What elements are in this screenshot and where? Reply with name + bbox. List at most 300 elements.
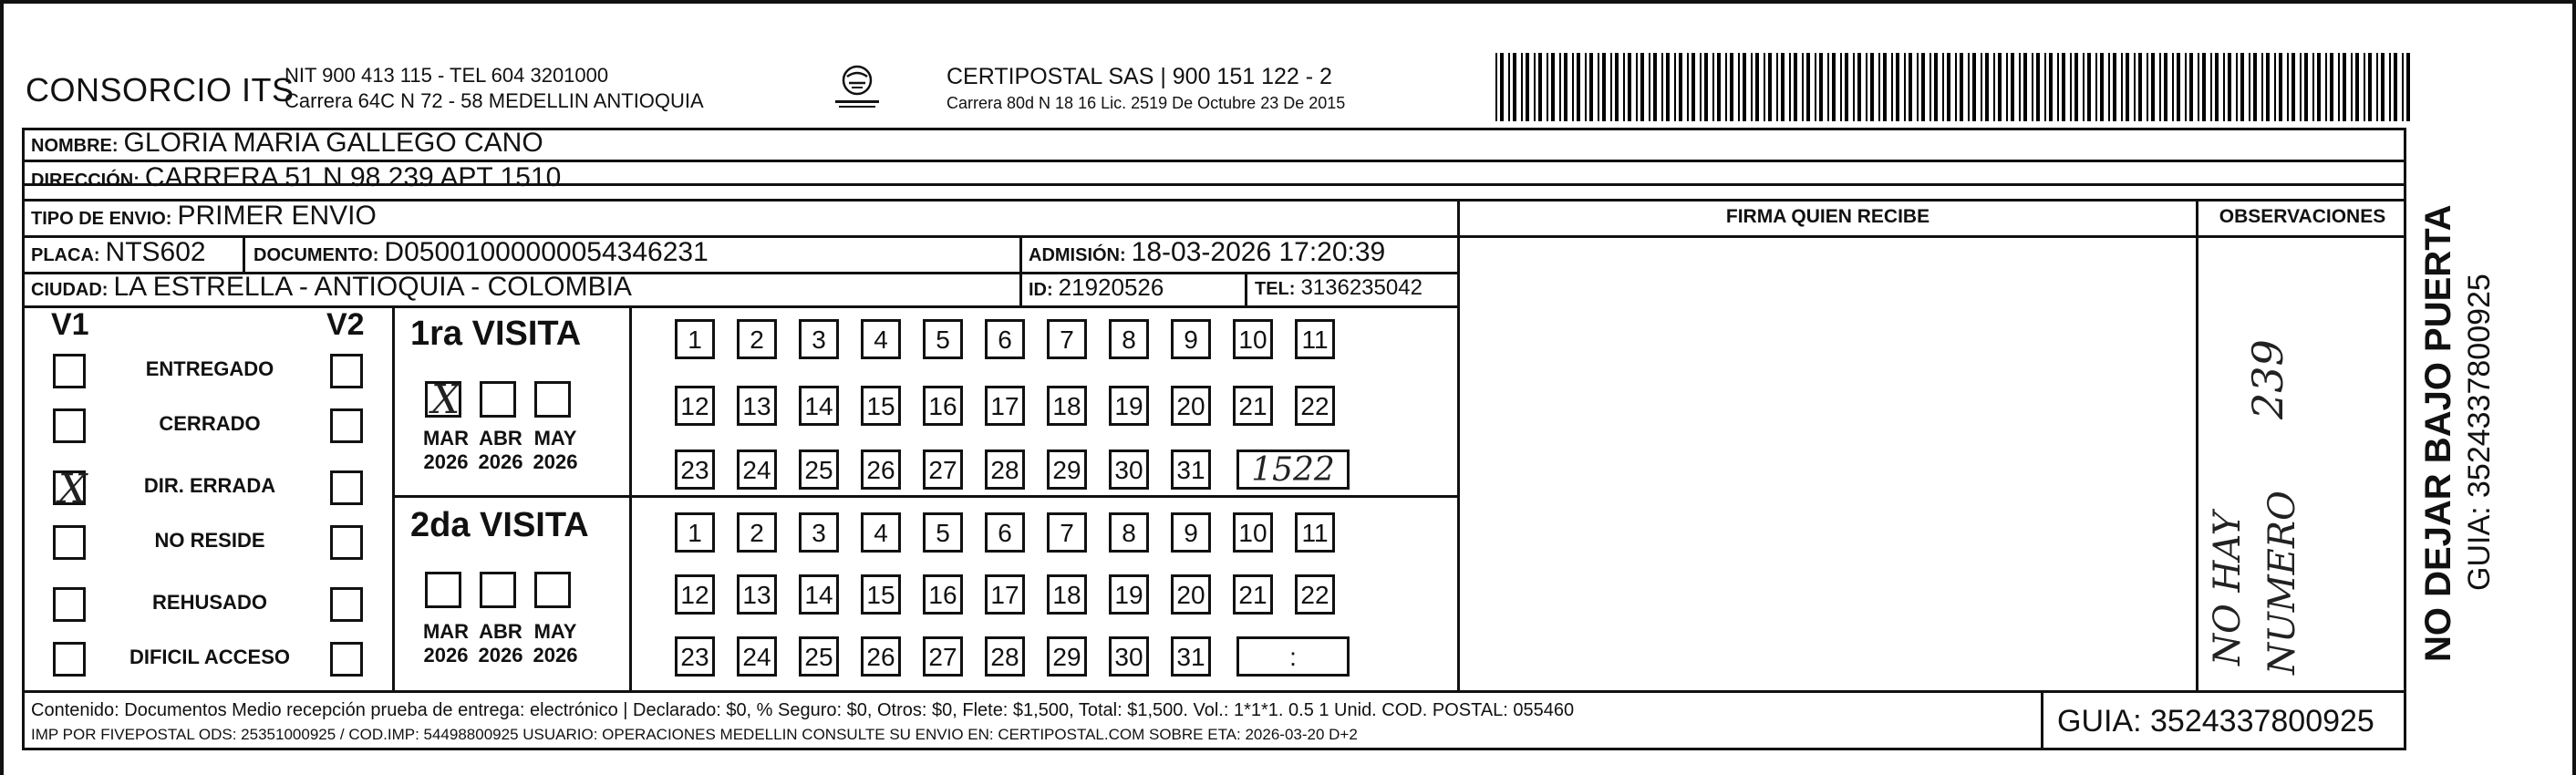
barcode-bar <box>2108 53 2110 121</box>
barcode-bar <box>1802 53 1804 121</box>
barcode-bar <box>1687 53 1689 121</box>
barcode-bar <box>2023 53 2027 121</box>
status-v1-checkbox[interactable] <box>53 408 86 443</box>
barcode-bar <box>2355 53 2359 121</box>
day-box[interactable]: 17 <box>985 386 1025 426</box>
barcode-bar <box>2177 53 2180 121</box>
barcode-bar <box>1789 53 1791 121</box>
day-box[interactable]: 31 <box>1171 450 1211 490</box>
barcode-bar <box>2261 53 2263 121</box>
barcode-bar <box>1942 53 1944 121</box>
id-label: ID: <box>1029 280 1053 300</box>
status-v2-checkbox[interactable] <box>330 642 363 677</box>
day-box[interactable]: 14 <box>799 574 839 615</box>
barcode-bar <box>1993 53 1995 121</box>
barcode-icon <box>1495 53 2412 121</box>
barcode-bar <box>1840 53 1842 121</box>
status-v2-checkbox[interactable] <box>330 525 363 560</box>
status-label: CERRADO <box>159 412 261 435</box>
footer-line-2: IMP POR FIVEPOSTAL ODS: 25351000925 / COD.IMP: 54498800925 USUARIO: OPERACIONES MEDELLIN CONSULTE SU ENVIO EN: CERTIPOSTAL.COM SOBRE ETA: 2026-03-20 D+2 <box>31 726 1358 743</box>
day-box[interactable]: 6 <box>985 319 1025 359</box>
barcode-bar <box>2044 53 2046 121</box>
barcode-bar <box>2159 53 2161 121</box>
barcode-bar <box>2100 53 2104 121</box>
barcode-bar <box>2032 53 2033 121</box>
barcode-bar <box>1870 53 1874 121</box>
barcode-bar <box>2147 53 2148 121</box>
top-edge <box>0 0 2576 4</box>
day-box[interactable]: 2 <box>737 319 777 359</box>
month-label: MAY 2026 <box>533 427 578 473</box>
barcode-bar <box>2304 53 2308 121</box>
direccion-field <box>31 162 561 193</box>
barcode-bar <box>1679 53 1682 121</box>
barcode-bar <box>1730 53 1733 121</box>
day-box[interactable]: 13 <box>737 386 777 426</box>
barcode-bar <box>2083 53 2085 121</box>
day-box[interactable]: 7 <box>1047 512 1087 553</box>
barcode-bar <box>2406 53 2410 121</box>
day-box[interactable]: 10 <box>1233 319 1273 359</box>
day-box[interactable]: 14 <box>799 386 839 426</box>
row-divider <box>22 199 2406 202</box>
month-checkbox[interactable] <box>480 572 516 608</box>
barcode-bar <box>2074 53 2078 121</box>
month-checkbox[interactable] <box>534 572 571 608</box>
barcode-bar <box>1768 53 1772 121</box>
barcode-bar <box>1513 53 1516 121</box>
barcode-bar <box>1998 53 2002 121</box>
admision-value: 18-03-2026 17:20:39 <box>1131 237 1386 267</box>
col-divider <box>2196 199 2198 693</box>
barcode-bar <box>2121 53 2123 121</box>
barcode-bar <box>1904 53 1906 121</box>
col-divider <box>629 305 632 693</box>
barcode-bar <box>1934 53 1938 121</box>
barcode-bar <box>1878 53 1880 121</box>
status-label: REHUSADO <box>152 591 267 614</box>
placa-field <box>31 237 206 268</box>
barcode-bar <box>1909 53 1912 121</box>
barcode-bar <box>2223 53 2225 121</box>
month-label: MAR 2026 <box>422 427 470 473</box>
barcode-bar <box>2274 53 2276 121</box>
day-box[interactable]: 3 <box>799 319 839 359</box>
barcode-bar <box>1700 53 1702 121</box>
barcode-bar <box>1921 53 1925 121</box>
day-box[interactable]: 13 <box>737 574 777 615</box>
day-box[interactable]: 19 <box>1109 386 1149 426</box>
day-box[interactable]: 27 <box>923 636 963 677</box>
barcode-bar <box>1534 53 1536 121</box>
day-box[interactable]: 18 <box>1047 386 1087 426</box>
barcode-bar <box>2253 53 2257 121</box>
obs-handwritten-text-2: NUMERO <box>2261 491 2303 675</box>
barcode-bar <box>1781 53 1785 121</box>
day-box[interactable]: 25 <box>799 636 839 677</box>
barcode-bar <box>1955 53 1957 121</box>
barcode-bar <box>1495 53 1497 121</box>
time-box[interactable]: : <box>1236 636 1350 677</box>
barcode-bar <box>2138 53 2142 121</box>
month-checkbox[interactable] <box>425 377 461 423</box>
placa-label: PLACA: <box>31 245 100 265</box>
barcode-bar <box>2266 53 2270 121</box>
barcode-bar <box>2300 53 2302 121</box>
obs-handwritten-text-1: NO HAY <box>2207 511 2249 666</box>
day-box[interactable]: 23 <box>675 450 715 490</box>
status-label: NO RESIDE <box>154 529 265 552</box>
barcode-bar <box>2376 53 2378 121</box>
barcode-bar <box>2172 53 2174 121</box>
barcode-bar <box>2151 53 2155 121</box>
barcode-bar <box>1526 53 1529 121</box>
address-line: Carrera 64C N 72 - 58 MEDELLIN ANTIOQUIA <box>284 89 704 112</box>
day-box[interactable]: 22 <box>1295 574 1335 615</box>
footer-guia: GUIA: 3524337800925 <box>2057 704 2374 739</box>
status-label: DIFICIL ACCESO <box>129 646 290 668</box>
barcode-bar <box>1815 53 1816 121</box>
day-box[interactable]: 15 <box>861 574 901 615</box>
month-label: ABR 2026 <box>478 427 523 473</box>
barcode-bar <box>2287 53 2289 121</box>
right-edge <box>2572 0 2576 775</box>
tel-label: TEL: <box>1255 279 1296 299</box>
month-checkbox[interactable] <box>534 381 571 418</box>
month-mark: X <box>431 377 460 423</box>
tel-field <box>1255 275 1422 301</box>
barcode-bar <box>2312 53 2314 121</box>
barcode-bar <box>1538 53 1542 121</box>
barcode-bar <box>1827 53 1829 121</box>
barcode-bar <box>1853 53 1855 121</box>
barcode-bar <box>1819 53 1823 121</box>
barcode-bar <box>1960 53 1963 121</box>
barcode-bar <box>2394 53 2397 121</box>
barcode-bar <box>1947 53 1950 121</box>
status-v2-checkbox[interactable] <box>330 354 363 388</box>
day-box[interactable]: 2 <box>737 512 777 553</box>
day-box[interactable]: 24 <box>737 636 777 677</box>
day-box[interactable]: 7 <box>1047 319 1087 359</box>
nombre-field <box>31 128 543 159</box>
tipo-value: PRIMER ENVIO <box>177 201 377 231</box>
left-edge <box>0 0 4 775</box>
barcode-bar <box>1832 53 1836 121</box>
barcode-bar <box>2279 53 2282 121</box>
day-box[interactable]: 29 <box>1047 450 1087 490</box>
direccion-label: DIRECCIÓN: <box>31 170 140 191</box>
barcode-bar <box>1623 53 1625 121</box>
courier-address: Carrera 80d N 18 16 Lic. 2519 De Octubre 23 De 2015 <box>947 94 1346 112</box>
status-v1-checkbox[interactable] <box>53 587 86 622</box>
barcode-bar <box>1615 53 1619 121</box>
barcode-bar <box>1764 53 1765 121</box>
month-label: MAR 2026 <box>422 620 470 666</box>
barcode-bar <box>2338 53 2340 121</box>
day-box[interactable]: 26 <box>861 450 901 490</box>
barcode-bar <box>1755 53 1759 121</box>
day-box[interactable]: 21 <box>1233 574 1273 615</box>
barcode-bar <box>1572 53 1574 121</box>
barcode-bar <box>1725 53 1727 121</box>
ciudad-value: LA ESTRELLA - ANTIOQUIA - COLOMBIA <box>113 272 632 302</box>
barcode-bar <box>2134 53 2136 121</box>
time-box[interactable]: 1522 <box>1236 450 1350 490</box>
barcode-bar <box>1636 53 1638 121</box>
firma-header: FIRMA QUIEN RECIBE <box>1725 206 1930 227</box>
day-box[interactable]: 23 <box>675 636 715 677</box>
month-label: ABR 2026 <box>478 620 523 666</box>
second-visit-title: 2da VISITA <box>410 506 589 544</box>
row-divider <box>22 305 1459 308</box>
footer-line-1: Contenido: Documentos Medio recepción prueba de entrega: electrónico | Declarado: $0, % Seguro: $0, Otros: $0, Flete: $1,500, Total: $1,500. Vol.: 1*1*1. 0.5 1 Unid. COD. POSTAL: 055460 <box>31 700 1575 720</box>
barcode-bar <box>1866 53 1867 121</box>
side-warning: NO DEJAR BAJO PUERTA <box>2418 204 2458 662</box>
barcode-bar <box>2389 53 2391 121</box>
barcode-bar <box>1806 53 1810 121</box>
barcode-bar <box>2019 53 2021 121</box>
barcode-bar <box>1738 53 1740 121</box>
barcode-bar <box>2325 53 2327 121</box>
status-label: ENTREGADO <box>145 357 274 380</box>
col-divider <box>392 305 395 693</box>
barcode-bar <box>2402 53 2404 121</box>
barcode-bar <box>1653 53 1657 121</box>
barcode-bar <box>2330 53 2333 121</box>
barcode-bar <box>1845 53 1848 121</box>
barcode-bar <box>2049 53 2053 121</box>
barcode-bar <box>2126 53 2129 121</box>
side-guia: GUIA: 3524337800925 <box>2462 274 2497 591</box>
barcode-bar <box>2095 53 2097 121</box>
barcode-bar <box>1794 53 1797 121</box>
col-divider <box>1245 272 1247 305</box>
nit-line: NIT 900 413 115 - TEL 604 3201000 <box>284 64 609 87</box>
barcode-bar <box>1917 53 1919 121</box>
day-box[interactable]: 16 <box>923 574 963 615</box>
barcode-bar <box>2087 53 2091 121</box>
status-v1-checkbox[interactable] <box>53 354 86 388</box>
status-v1-checkbox[interactable] <box>53 642 86 677</box>
barcode-bar <box>2189 53 2193 121</box>
barcode-bar <box>2249 53 2250 121</box>
barcode-bar <box>2236 53 2238 121</box>
status-v1-checkbox[interactable] <box>53 466 88 512</box>
barcode-bar <box>2228 53 2231 121</box>
barcode-bar <box>2011 53 2014 121</box>
day-box[interactable]: 15 <box>861 386 901 426</box>
barcode-bar <box>1968 53 1970 121</box>
certipostal-logo-icon <box>830 60 885 115</box>
barcode-bar <box>1559 53 1561 121</box>
day-box[interactable]: 6 <box>985 512 1025 553</box>
admision-label: ADMISIÓN: <box>1029 245 1126 265</box>
barcode-bar <box>2368 53 2372 121</box>
ciudad-label: CIUDAD: <box>31 280 109 300</box>
barcode-bar <box>1508 53 1510 121</box>
status-label: DIR. ERRADA <box>143 474 276 497</box>
status-v2-checkbox[interactable] <box>330 587 363 622</box>
day-box[interactable]: 8 <box>1109 512 1149 553</box>
day-box[interactable]: 11 <box>1295 512 1335 553</box>
barcode-bar <box>1628 53 1631 121</box>
barcode-bar <box>2364 53 2365 121</box>
barcode-bar <box>1661 53 1663 121</box>
barcode-bar <box>2317 53 2321 121</box>
barcode-bar <box>1585 53 1587 121</box>
barcode-bar <box>1564 53 1567 121</box>
status-v2-checkbox[interactable] <box>330 470 363 505</box>
col-divider <box>243 235 245 272</box>
barcode-bar <box>2215 53 2219 121</box>
barcode-bar <box>2240 53 2244 121</box>
barcode-bar <box>1547 53 1548 121</box>
ciudad-field <box>31 272 632 303</box>
v2-header: V2 <box>326 307 365 342</box>
day-box[interactable]: 12 <box>675 574 715 615</box>
barcode-bar <box>1776 53 1778 121</box>
nombre-value: GLORIA MARIA GALLEGO CANO <box>123 128 543 158</box>
barcode-bar <box>1704 53 1708 121</box>
col-divider <box>1019 235 1022 305</box>
barcode-bar <box>1500 53 1504 121</box>
barcode-bar <box>1972 53 1976 121</box>
obs-handwritten-number: 239 <box>2243 339 2292 419</box>
day-box[interactable]: 17 <box>985 574 1025 615</box>
day-box[interactable]: 22 <box>1295 386 1335 426</box>
day-box[interactable]: 1 <box>675 319 715 359</box>
barcode-bar <box>1929 53 1931 121</box>
day-box[interactable]: 4 <box>861 512 901 553</box>
admision-field <box>1029 237 1385 268</box>
barcode-bar <box>1577 53 1580 121</box>
placa-value: NTS602 <box>105 237 206 267</box>
month-checkbox[interactable] <box>425 572 461 608</box>
day-box[interactable]: 20 <box>1171 386 1211 426</box>
barcode-bar <box>1598 53 1599 121</box>
day-box[interactable]: 5 <box>923 319 963 359</box>
day-box[interactable]: 10 <box>1233 512 1273 553</box>
barcode-bar <box>1743 53 1746 121</box>
day-box[interactable]: 20 <box>1171 574 1211 615</box>
id-field <box>1029 274 1164 302</box>
barcode-bar <box>2185 53 2187 121</box>
courier-name: CERTIPOSTAL SAS | 900 151 122 - 2 <box>947 64 1332 89</box>
barcode-bar <box>2070 53 2072 121</box>
barcode-bar <box>1551 53 1555 121</box>
barcode-bar <box>1751 53 1753 121</box>
day-box[interactable]: 30 <box>1109 636 1149 677</box>
barcode-bar <box>1649 53 1650 121</box>
tel-value: 3136235042 <box>1300 275 1422 300</box>
day-box[interactable]: 29 <box>1047 636 1087 677</box>
id-value: 21920526 <box>1058 274 1164 301</box>
day-box[interactable]: 4 <box>861 319 901 359</box>
barcode-bar <box>1674 53 1676 121</box>
barcode-bar <box>1589 53 1593 121</box>
row-divider <box>1459 235 2406 238</box>
barcode-bar <box>2057 53 2059 121</box>
barcode-bar <box>1896 53 1899 121</box>
barcode-bar <box>2113 53 2116 121</box>
observaciones-header: OBSERVACIONES <box>2219 206 2386 227</box>
barcode-bar <box>2292 53 2295 121</box>
day-box[interactable]: 9 <box>1171 319 1211 359</box>
day-box[interactable]: 3 <box>799 512 839 553</box>
day-box[interactable]: 21 <box>1233 386 1273 426</box>
barcode-bar <box>2343 53 2346 121</box>
barcode-bar <box>2381 53 2385 121</box>
documento-label: DOCUMENTO: <box>253 245 379 265</box>
day-box[interactable]: 9 <box>1171 512 1211 553</box>
barcode-bar <box>1712 53 1714 121</box>
status-v1-checkbox[interactable] <box>53 525 86 560</box>
day-box[interactable]: 1 <box>675 512 715 553</box>
barcode-bar <box>1857 53 1861 121</box>
barcode-bar <box>1521 53 1523 121</box>
day-box[interactable]: 25 <box>799 450 839 490</box>
documento-value: D05001000000054346231 <box>384 237 709 267</box>
month-label: MAY 2026 <box>533 620 578 666</box>
day-box[interactable]: 18 <box>1047 574 1087 615</box>
barcode-bar <box>1891 53 1893 121</box>
month-checkbox[interactable] <box>480 381 516 418</box>
barcode-bar <box>1883 53 1887 121</box>
day-box[interactable]: 19 <box>1109 574 1149 615</box>
first-visit-title: 1ra VISITA <box>410 315 582 353</box>
day-box[interactable]: 12 <box>675 386 715 426</box>
barcode-bar <box>1985 53 1989 121</box>
col-divider <box>1457 199 1460 693</box>
barcode-bar <box>2210 53 2212 121</box>
barcode-bar <box>2006 53 2008 121</box>
barcode-bar <box>1666 53 1670 121</box>
direccion-value: CARRERA 51 N 98 239 APT 1510 <box>144 162 562 192</box>
barcode-bar <box>1717 53 1721 121</box>
day-box[interactable]: 27 <box>923 450 963 490</box>
day-box[interactable]: 16 <box>923 386 963 426</box>
day-box[interactable]: 11 <box>1295 319 1335 359</box>
barcode-bar <box>1691 53 1695 121</box>
status-v2-checkbox[interactable] <box>330 408 363 443</box>
barcode-bar <box>2164 53 2167 121</box>
barcode-bar <box>2036 53 2040 121</box>
day-box[interactable]: 28 <box>985 636 1025 677</box>
barcode-bar <box>2198 53 2199 121</box>
status-v1-mark: X <box>58 466 88 512</box>
barcode-bar <box>2062 53 2065 121</box>
day-box[interactable]: 5 <box>923 512 963 553</box>
day-box[interactable]: 28 <box>985 450 1025 490</box>
row-divider <box>395 495 1457 498</box>
barcode-bar <box>2202 53 2206 121</box>
barcode-bar <box>1640 53 1644 121</box>
day-box[interactable]: 24 <box>737 450 777 490</box>
nombre-label: NOMBRE: <box>31 136 119 156</box>
day-box[interactable]: 30 <box>1109 450 1149 490</box>
day-box[interactable]: 31 <box>1171 636 1211 677</box>
v1-header: V1 <box>51 307 89 342</box>
documento-field <box>253 237 709 268</box>
tipo-label: TIPO DE ENVIO: <box>31 209 172 229</box>
barcode-bar <box>2351 53 2353 121</box>
barcode-bar <box>1981 53 1982 121</box>
tipo-field <box>31 201 377 232</box>
day-box[interactable]: 8 <box>1109 319 1149 359</box>
day-box[interactable]: 26 <box>861 636 901 677</box>
barcode-bar <box>1602 53 1606 121</box>
